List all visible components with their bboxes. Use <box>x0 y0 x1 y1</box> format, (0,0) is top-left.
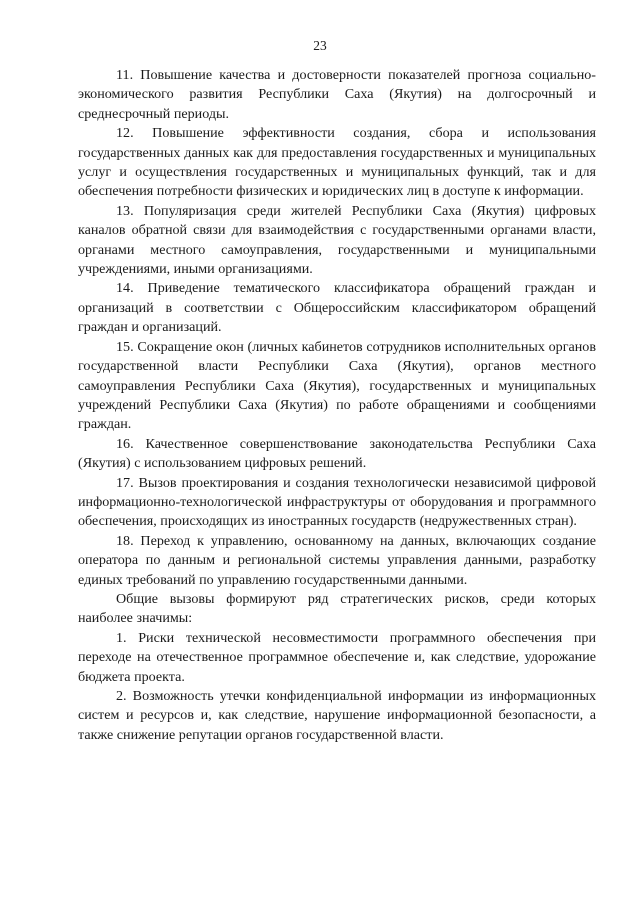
paragraph-item-18: 18. Переход к управлению, основанному на данных, включающих создание оператора по данным и региональной системы управления данными, разработку единых требований по управлению государственными данными. <box>78 532 596 588</box>
risks-intro-paragraph: Общие вызовы формируют ряд стратегических рисков, среди которых наиболее значимы: <box>78 590 596 627</box>
page-number: 23 <box>313 38 327 53</box>
risk-item-1: 1. Риски технической несовместимости программного обеспечения при переходе на отечественное программное обеспечение и, как следствие, удорожание бюджета проекта. <box>78 629 596 685</box>
paragraph-item-15: 15. Сокращение окон (личных кабинетов сотрудников исполнительных органов государственной власти Республики Саха (Якутия), органов местного самоуправления Республики Саха (Якутия), государственных и муниципальных учреждений Республики Саха (Якутия) по работе обращениями и сообщениями граждан. <box>78 338 596 433</box>
document-body <box>78 66 596 745</box>
risk-item-2: 2. Возможность утечки конфиденциальной информации из информационных систем и ресурсов и, как следствие, нарушение информационной безопасности, а также снижение репутации органов государственной власти. <box>78 688 596 743</box>
paragraph-item-17: 17. Вызов проектирования и создания технологически независимой цифровой информационно-технологической инфраструктуры от оборудования и программного обеспечения, происходящих из иностранных государств (недружественных стран). <box>78 474 596 530</box>
paragraph-item-12: 12. Повышение эффективности создания, сбора и использования государственных данных как для предоставления государственных и муниципальных услуг и осуществления государственных и муниципальных функций, так и для обеспечения потребности физических и юридических лиц в доступе к информации. <box>78 125 596 200</box>
paragraph-item-14: 14. Приведение тематического классификатора обращений граждан и организаций в соответствии с Общероссийским классификатором обращений граждан и организаций. <box>78 280 596 336</box>
paragraph-item-16: 16. Качественное совершенствование законодательства Республики Саха (Якутия) с использованием цифровых решений. <box>78 435 596 472</box>
paragraph-item-11: 11. Повышение качества и достоверности показателей прогноза социально-экономического развития Республики Саха (Якутия) на долгосрочный и среднесрочный периоды. <box>78 67 596 122</box>
paragraph-item-13: 13. Популяризация среди жителей Республики Саха (Якутия) цифровых каналов обратной связи для взаимодействия с государственными органами власти, органами местного самоуправления, государственными и муниципальными учреждениями, иными организациями. <box>78 202 596 278</box>
